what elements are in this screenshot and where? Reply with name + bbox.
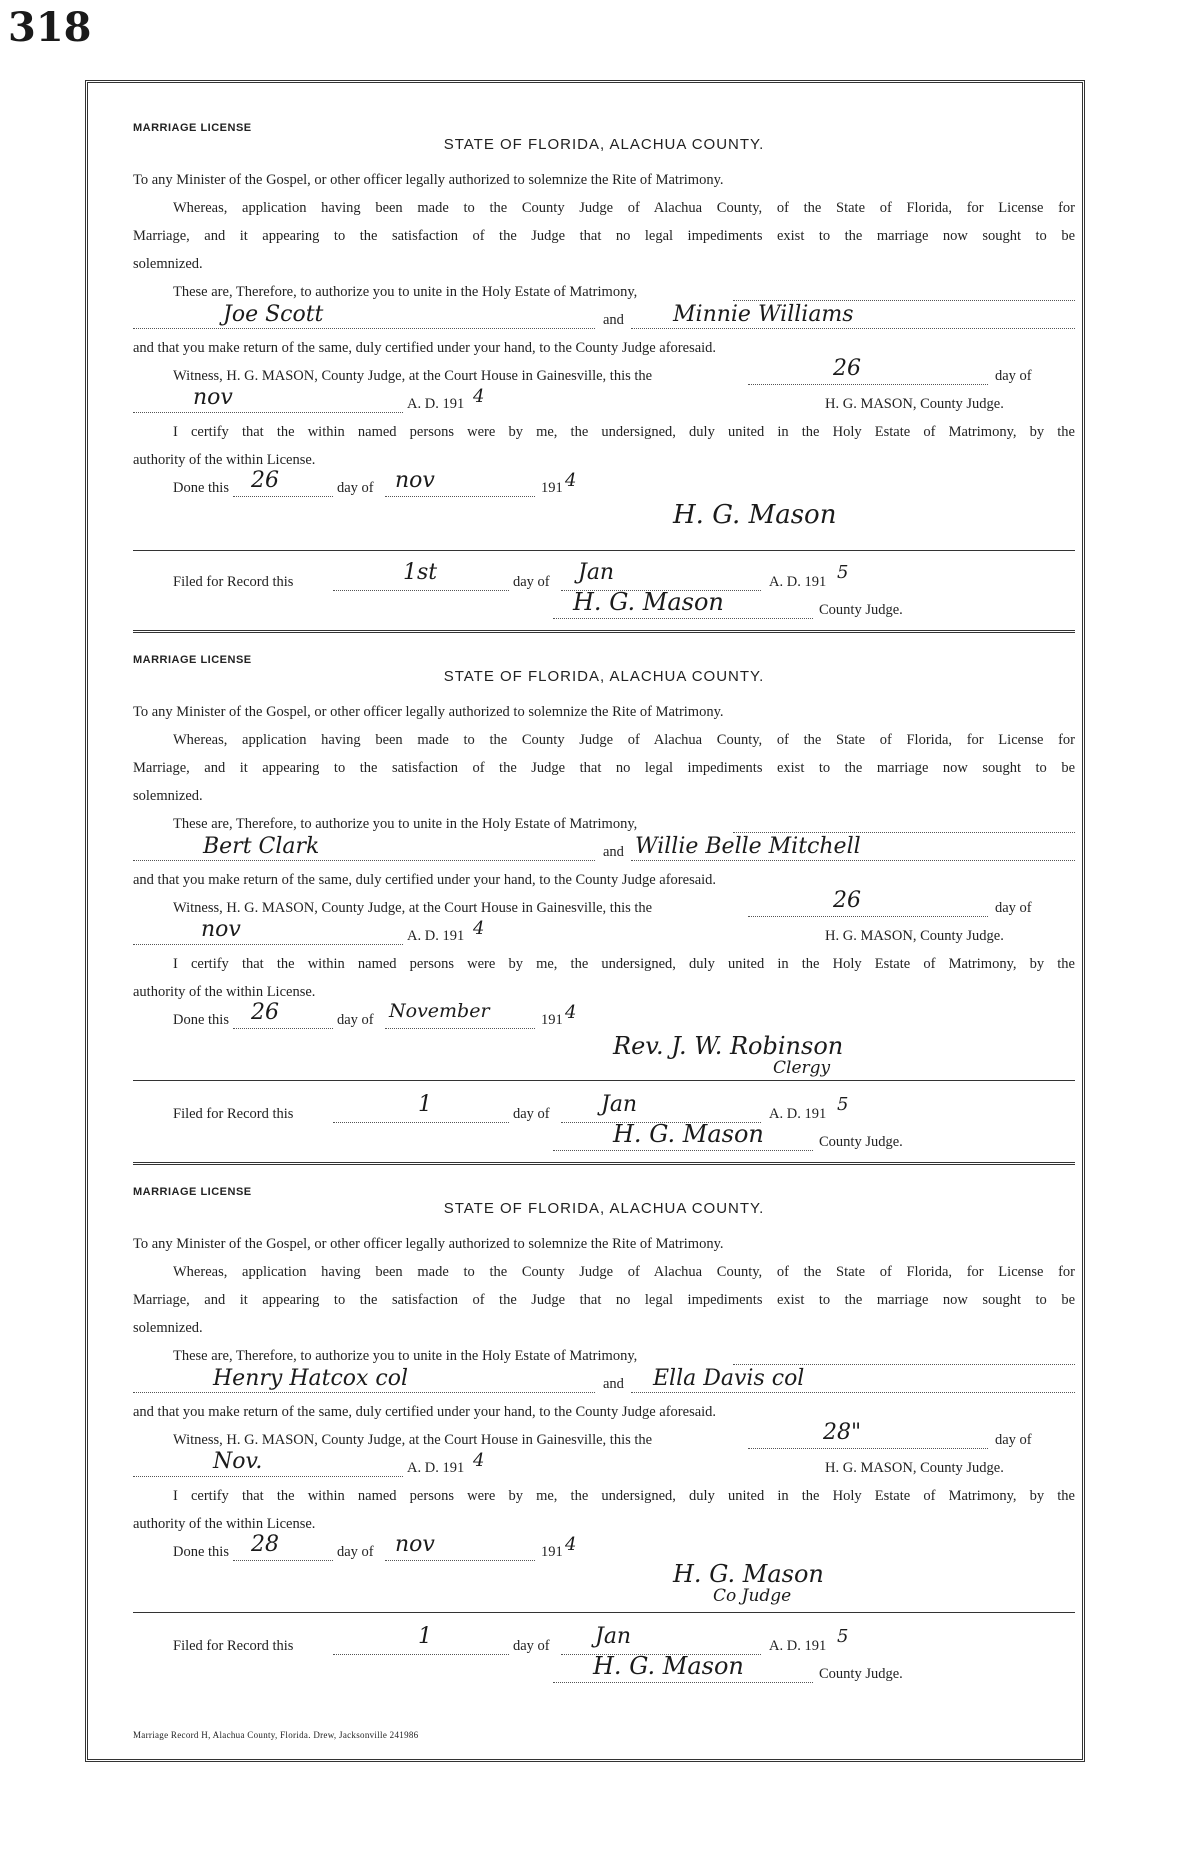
witness-month-dotted-line (133, 412, 403, 413)
whereas-line-3: solemnized. (133, 1320, 203, 1336)
county-judge-label: County Judge. (819, 602, 903, 618)
whereas-line-2: Marriage, and it appearing to the satisfaction of the Judge that no legal impediments exist to the marriage now sought to be (133, 1292, 1075, 1308)
certify-line-1: I certify that the within named persons were by me, the undersigned, duly united in the Holy Estate of Matrimony, by the (173, 424, 1075, 440)
done-day-dotted-line (233, 1560, 333, 1561)
done-day-of-label: day of (337, 1012, 374, 1028)
filed-day-of-label: day of (513, 574, 550, 590)
filed-by-dotted-line (553, 618, 813, 619)
officiant-signature: H. G. Mason (673, 1560, 824, 1588)
authorize-dotted-fill (733, 300, 1075, 301)
filed-year-digit: 5 (837, 1626, 849, 1647)
whereas-line-2: Marriage, and it appearing to the satisfaction of the Judge that no legal impediments exist to the marriage now sought to be (133, 760, 1075, 776)
witness-day-dotted-line (748, 384, 988, 385)
bride-name: Willie Belle Mitchell (635, 834, 861, 859)
filed-day-of-label: day of (513, 1106, 550, 1122)
certify-line-2: authority of the within License. (133, 452, 316, 468)
filed-by-signature: H. G. Mason (613, 1120, 764, 1148)
printer-footer: Marriage Record H, Alachua County, Florida. Drew, Jacksonville 241986 (133, 1730, 419, 1740)
filed-day-dotted-line (333, 590, 509, 591)
officiant-signature: Rev. J. W. Robinson (613, 1032, 844, 1060)
authorize-line: These are, Therefore, to authorize you to unite in the Holy Estate of Matrimony, (173, 816, 638, 832)
done-year-prefix: 191 (541, 1544, 563, 1560)
filed-for-record-label: Filed for Record this (173, 1106, 294, 1122)
authorize-dotted-fill (733, 832, 1075, 833)
done-month: nov (395, 468, 435, 493)
bride-dotted-line (631, 328, 1075, 329)
done-day: 26 (251, 468, 279, 493)
day-of-label: day of (995, 1432, 1032, 1448)
witness-line: Witness, H. G. MASON, County Judge, at the Court House in Gainesville, this the (173, 900, 653, 916)
bride-dotted-line (631, 1392, 1075, 1393)
done-this-label: Done this (173, 1012, 229, 1028)
return-line: and that you make return of the same, duly certified under your hand, to the County Judge aforesaid. (133, 1404, 717, 1420)
done-month: nov (395, 1532, 435, 1557)
day-of-label: day of (995, 900, 1032, 916)
filed-ad-prefix: A. D. 191 (769, 1638, 827, 1654)
done-day-dotted-line (233, 1028, 333, 1029)
authorize-line: These are, Therefore, to authorize you to unite in the Holy Estate of Matrimony, (173, 1348, 638, 1364)
groom-name: Henry Hatcox col (213, 1366, 409, 1391)
officiant-title: Clergy (773, 1058, 831, 1078)
filed-month: Jan (578, 560, 615, 585)
filed-by-dotted-line (553, 1150, 813, 1151)
bride-dotted-line (631, 860, 1075, 861)
witness-year-digit: 4 (473, 1450, 485, 1471)
done-day-of-label: day of (337, 1544, 374, 1560)
done-month-dotted-line (385, 1028, 535, 1029)
filed-ad-prefix: A. D. 191 (769, 574, 827, 590)
marriage-license-1 (133, 122, 1075, 642)
done-year-prefix: 191 (541, 1012, 563, 1028)
done-day: 26 (251, 1000, 279, 1025)
county-judge-label: County Judge. (819, 1134, 903, 1150)
filed-day: 1 (418, 1624, 432, 1649)
filed-month: Jan (595, 1624, 632, 1649)
groom-name: Bert Clark (203, 834, 320, 859)
witness-month: nov (193, 385, 233, 410)
filed-by-signature: H. G. Mason (573, 588, 724, 616)
done-year-digit: 4 (565, 1002, 577, 1023)
filed-month: Jan (601, 1092, 638, 1117)
and-label: and (603, 312, 624, 328)
certify-line-1: I certify that the within named persons were by me, the undersigned, duly united in the Holy Estate of Matrimony, by the (173, 1488, 1075, 1504)
whereas-line-3: solemnized. (133, 788, 203, 804)
filed-day-of-label: day of (513, 1638, 550, 1654)
filed-for-record-label: Filed for Record this (173, 1638, 294, 1654)
officiant-title: Co Judge (713, 1586, 792, 1606)
and-label: and (603, 844, 624, 860)
ad-prefix: A. D. 191 (407, 396, 465, 412)
certify-line-2: authority of the within License. (133, 1516, 316, 1532)
whereas-line-1: Whereas, application having been made to the County Judge of Alachua County, of the State of Florida, for License for (173, 200, 1075, 216)
done-month: November (389, 1000, 490, 1022)
whereas-line-1: Whereas, application having been made to the County Judge of Alachua County, of the State of Florida, for License for (173, 1264, 1075, 1280)
filed-year-digit: 5 (837, 1094, 849, 1115)
done-day: 28 (251, 1532, 279, 1557)
certify-line-2: authority of the within License. (133, 984, 316, 1000)
return-line: and that you make return of the same, duly certified under your hand, to the County Judge aforesaid. (133, 872, 717, 888)
state-title: STATE OF FLORIDA, ALACHUA COUNTY. (443, 668, 765, 685)
filed-separator-rule (133, 550, 1075, 551)
filed-separator-rule (133, 1612, 1075, 1613)
witness-line: Witness, H. G. MASON, County Judge, at the Court House in Gainesville, this the (173, 1432, 653, 1448)
groom-dotted-line (133, 328, 595, 329)
filed-for-record-label: Filed for Record this (173, 574, 294, 590)
groom-name: Joe Scott (223, 302, 324, 327)
state-title: STATE OF FLORIDA, ALACHUA COUNTY. (443, 136, 765, 153)
license-header-label: MARRIAGE LICENSE (133, 1186, 252, 1198)
certify-line-1: I certify that the within named persons were by me, the undersigned, duly united in the Holy Estate of Matrimony, by the (173, 956, 1075, 972)
witness-year-digit: 4 (473, 386, 485, 407)
witness-year-digit: 4 (473, 918, 485, 939)
whereas-line-2: Marriage, and it appearing to the satisfaction of the Judge that no legal impediments exist to the marriage now sought to be (133, 228, 1075, 244)
filed-day: 1 (418, 1092, 432, 1117)
page-number: 318 (8, 4, 92, 51)
witness-day-dotted-line (748, 916, 988, 917)
day-of-label: day of (995, 368, 1032, 384)
filed-day-dotted-line (333, 1122, 509, 1123)
witness-line: Witness, H. G. MASON, County Judge, at the Court House in Gainesville, this the (173, 368, 653, 384)
whereas-line-1: Whereas, application having been made to the County Judge of Alachua County, of the State of Florida, for License for (173, 732, 1075, 748)
done-month-dotted-line (385, 496, 535, 497)
done-year-digit: 4 (565, 470, 577, 491)
authorize-dotted-fill (733, 1364, 1075, 1365)
witness-day: 26 (833, 356, 861, 381)
witness-day-dotted-line (748, 1448, 988, 1449)
witness-month: Nov. (213, 1449, 263, 1474)
authorize-line: These are, Therefore, to authorize you to unite in the Holy Estate of Matrimony, (173, 284, 638, 300)
license-header-label: MARRIAGE LICENSE (133, 122, 252, 134)
license-separator-rule (133, 1162, 1075, 1165)
state-title: STATE OF FLORIDA, ALACHUA COUNTY. (443, 1200, 765, 1217)
officiant-signature: H. G. Mason (673, 500, 837, 530)
filed-separator-rule (133, 1080, 1075, 1081)
county-judge-label: County Judge. (819, 1666, 903, 1682)
whereas-line-3: solemnized. (133, 256, 203, 272)
filed-day-dotted-line (333, 1654, 509, 1655)
address-line: To any Minister of the Gospel, or other officer legally authorized to solemnize the Rite of Matrimony. (133, 1236, 724, 1252)
marriage-license-3 (133, 1186, 1075, 1706)
witness-month-dotted-line (133, 944, 403, 945)
address-line: To any Minister of the Gospel, or other officer legally authorized to solemnize the Rite of Matrimony. (133, 704, 724, 720)
done-day-dotted-line (233, 496, 333, 497)
witness-month: nov (201, 917, 241, 942)
license-separator-rule (133, 630, 1075, 633)
address-line: To any Minister of the Gospel, or other officer legally authorized to solemnize the Rite of Matrimony. (133, 172, 724, 188)
witness-day: 26 (833, 888, 861, 913)
judge-signature-line: H. G. MASON, County Judge. (825, 396, 1004, 412)
and-label: and (603, 1376, 624, 1392)
judge-signature-line: H. G. MASON, County Judge. (825, 1460, 1004, 1476)
filed-year-digit: 5 (837, 562, 849, 583)
marriage-license-2 (133, 654, 1075, 1174)
return-line: and that you make return of the same, duly certified under your hand, to the County Judge aforesaid. (133, 340, 717, 356)
groom-dotted-line (133, 860, 595, 861)
done-year-prefix: 191 (541, 480, 563, 496)
filed-day: 1st (403, 560, 438, 585)
bride-name: Ella Davis col (653, 1366, 805, 1391)
filed-by-signature: H. G. Mason (593, 1652, 744, 1680)
ad-prefix: A. D. 191 (407, 928, 465, 944)
done-month-dotted-line (385, 1560, 535, 1561)
witness-day: 28" (823, 1420, 862, 1445)
ad-prefix: A. D. 191 (407, 1460, 465, 1476)
filed-ad-prefix: A. D. 191 (769, 1106, 827, 1122)
filed-by-dotted-line (553, 1682, 813, 1683)
done-this-label: Done this (173, 480, 229, 496)
done-this-label: Done this (173, 1544, 229, 1560)
judge-signature-line: H. G. MASON, County Judge. (825, 928, 1004, 944)
witness-month-dotted-line (133, 1476, 403, 1477)
groom-dotted-line (133, 1392, 595, 1393)
done-year-digit: 4 (565, 1534, 577, 1555)
done-day-of-label: day of (337, 480, 374, 496)
bride-name: Minnie Williams (673, 302, 854, 327)
license-header-label: MARRIAGE LICENSE (133, 654, 252, 666)
